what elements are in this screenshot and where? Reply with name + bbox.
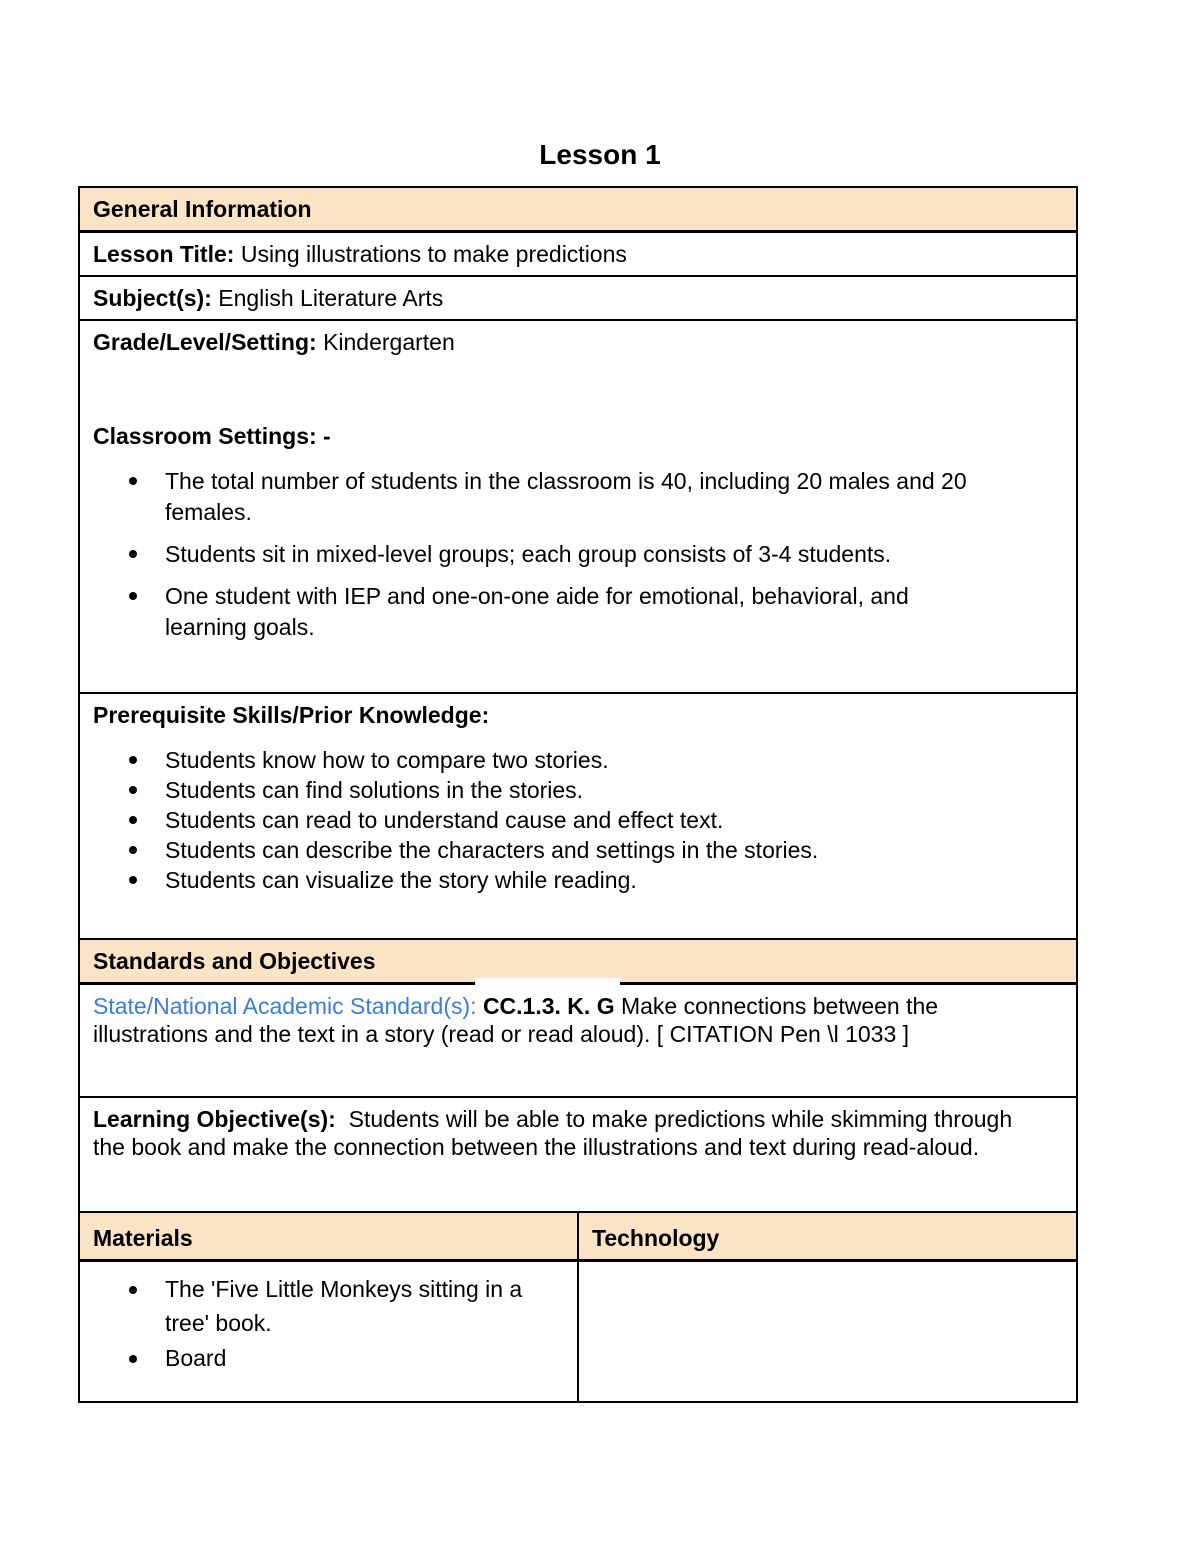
prerequisite-list	[93, 745, 1063, 896]
materials-list	[93, 1273, 564, 1376]
lesson-title-label: Lesson Title:	[93, 240, 235, 267]
learning-objective-label: Learning Objective(s):	[93, 1106, 336, 1133]
grade-value: Kindergarten	[323, 328, 455, 355]
learning-objective-line	[93, 1105, 1041, 1161]
lesson-title-cell	[79, 231, 1077, 276]
standards-header-row	[79, 939, 1077, 984]
state-national-standard-label: State/National Academic Standard(s):	[93, 992, 477, 1019]
standard-row	[79, 983, 1077, 1097]
materials-header: Materials	[79, 1212, 578, 1261]
technology-header: Technology	[578, 1212, 1077, 1261]
learning-objective-cell	[79, 1097, 1077, 1212]
list-item: The 'Five Little Monkeys sitting in a tree' book.	[165, 1273, 564, 1340]
prerequisite-label: Prerequisite Skills/Prior Knowledge:	[93, 701, 490, 728]
classroom-settings-label: Classroom Settings: -	[93, 422, 331, 449]
grade-setting-cell	[79, 320, 1077, 693]
subject-line	[93, 284, 1059, 312]
list-item: Students can visualize the story while reading.	[165, 865, 1063, 895]
list-item: Students can find solutions in the stories.	[165, 775, 1063, 805]
learning-objective-row	[79, 1097, 1077, 1212]
standard-cell	[79, 983, 1077, 1097]
materials-technology-content-row	[79, 1261, 1077, 1402]
subject-value: English Literature Arts	[218, 284, 444, 311]
list-item: Students sit in mixed-level groups; each group consists of 3-4 students.	[165, 539, 995, 570]
grade-line	[93, 328, 1059, 356]
lesson-plan-table	[78, 186, 1078, 1403]
grade-label: Grade/Level/Setting:	[93, 328, 317, 355]
materials-cell	[79, 1261, 578, 1402]
page-title: Lesson 1	[539, 139, 661, 170]
classroom-settings-list	[93, 466, 1063, 643]
list-item: One student with IEP and one-on-one aide for emotional, behavioral, and learning goals.	[165, 581, 995, 643]
subject-label: Subject(s):	[93, 284, 212, 311]
standards-header: Standards and Objectives	[79, 939, 1077, 984]
prerequisite-line	[93, 701, 1059, 729]
materials-technology-header-row	[79, 1212, 1077, 1261]
subject-row	[79, 276, 1077, 320]
lesson-title-row	[79, 231, 1077, 276]
prerequisite-row	[79, 693, 1077, 939]
standard-code-text: CC.1.3. K. G	[482, 992, 615, 1019]
list-item: Students can describe the characters and settings in the stories.	[165, 835, 1063, 865]
general-information-header-row	[79, 187, 1077, 232]
technology-cell	[578, 1261, 1077, 1402]
standard-text: Make connections between the illustrations and the text in a story (read or read aloud). [ CITATION Pen \l 1033 ]	[93, 992, 939, 1047]
general-information-header: General Information	[79, 187, 1077, 232]
standard-code	[483, 993, 615, 1019]
prerequisite-cell	[79, 693, 1077, 939]
lesson-title-value: Using illustrations to make predictions	[240, 240, 627, 267]
standard-line	[93, 992, 1033, 1048]
list-item: Students can read to understand cause and effect text.	[165, 805, 1063, 835]
learning-objective-text: Students will be able to make predictions while skimming through the book and make the connection between the illustrations and text during read-aloud.	[93, 1106, 1013, 1161]
subject-cell	[79, 276, 1077, 320]
classroom-settings-line	[93, 422, 1059, 450]
blank-space	[93, 356, 1063, 422]
list-item: Students know how to compare two stories.	[165, 745, 1063, 775]
list-item: Board	[165, 1342, 564, 1376]
lesson-title-line	[93, 240, 1059, 268]
grade-setting-row	[79, 320, 1077, 693]
list-item: The total number of students in the classroom is 40, including 20 males and 20 females.	[165, 466, 995, 528]
